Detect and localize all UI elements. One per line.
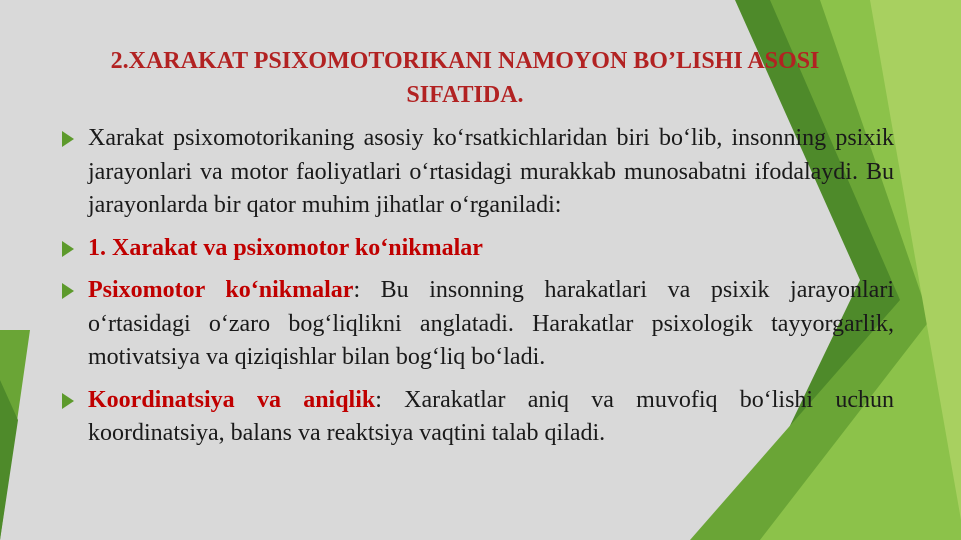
bullet-intro: [62, 122, 894, 223]
bullet-list: [62, 122, 894, 460]
term-label: Koordinatsiya va aniqlik: [88, 386, 376, 413]
slide-title: [40, 44, 890, 112]
term-label: Psixomotor ko‘nikmalar: [88, 277, 354, 303]
bullet-text: : Xarakatlar aniq va muvofiq bo‘lishi uchun koordinatsiya, balans va reaktsiya vaqtini talab qiladi.: [88, 386, 895, 446]
triangle-right-icon: [62, 393, 74, 409]
bullet-psychomotor-skills: [62, 274, 894, 375]
triangle-right-icon: [62, 283, 74, 299]
section-heading: 1. Xarakat va psixomotor ko‘nikmalar: [88, 234, 483, 261]
triangle-right-icon: [62, 131, 74, 147]
title-line-2: SIFATIDA.: [406, 82, 524, 108]
triangle-right-icon: [62, 241, 74, 257]
bullet-section-heading: [62, 232, 894, 266]
bullet-text: Xarakat psixomotorikaning asosiy ko‘rsatkichlaridan biri bo‘lib, insonning psixik jarayonlari va motor faoliyatlari o‘rtasidagi murakkab munosabatni ifodalaydi. Bu jarayonlarda bir qator muhim jihatlar o‘rganiladi:: [88, 125, 894, 218]
bullet-coordination: [62, 384, 894, 451]
title-line-1: 2.XARAKAT PSIXOMOTORIKANI NAMOYON BO’LISHI ASOSI: [110, 48, 820, 74]
bullet-text: : Bu insonning harakatlari va psixik jarayonlari o‘rtasidagi o‘zaro bog‘liqlikni anglatadi. Harakatlar psixologik tayyorgarlik, motivatsiya va qiziqishlar bilan bog‘liq bo‘ladi.: [88, 277, 894, 370]
